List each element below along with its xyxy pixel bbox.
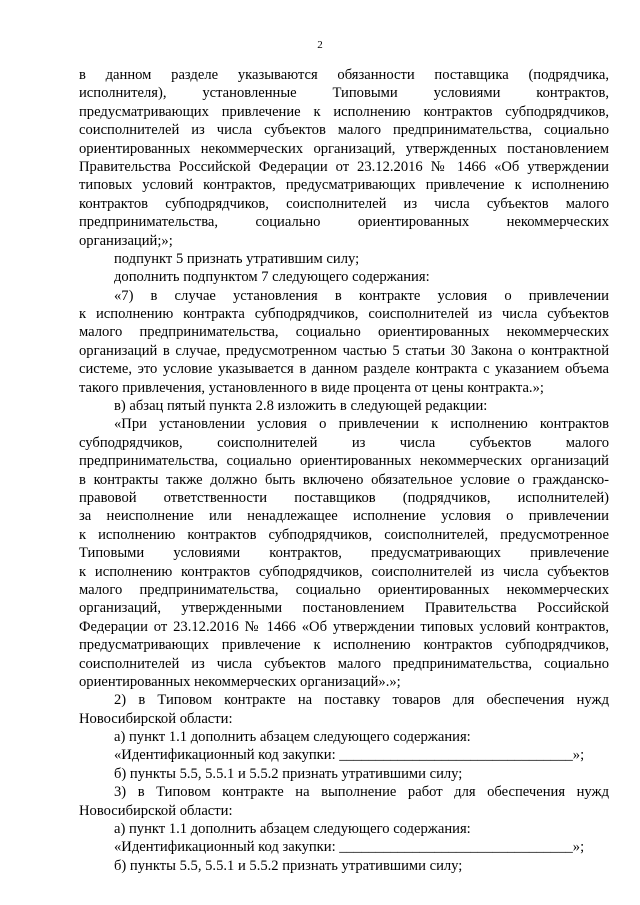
text-line: Типовыми условиями контрактов, предусматривающих привлечение	[79, 545, 609, 562]
text-line: предпринимательства, социально ориентированных некоммерческих	[79, 214, 609, 231]
text-line: «Идентификационный код закупки: ________________________________»;	[114, 747, 585, 764]
text-line: к исполнению контрактов субподрядчиков, соисполнителей из числа субъектов	[79, 563, 609, 580]
text-line: ориентированных некоммерческих организаций».»;	[79, 673, 401, 690]
text-line: организаций в случае, предусмотренном частью 5 статьи 30 Закона о контрактной	[79, 342, 609, 359]
text-line: «Идентификационный код закупки: ________________________________»;	[114, 839, 585, 856]
text-line: 2) в Типовом контракте на поставку товаров для обеспечения нужд	[114, 692, 609, 709]
text-line: в данном разделе указываются обязанности поставщика (подрядчика,	[79, 67, 609, 83]
text-line: типовых условий контрактов, предусматривающих привлечение к исполнению	[79, 177, 609, 194]
text-line: а) пункт 1.1 дополнить абзацем следующего содержания:	[114, 729, 471, 746]
text-line: б) пункты 5.5, 5.5.1 и 5.5.2 признать утратившими силу;	[114, 765, 463, 782]
text-line: соисполнителей из числа субъектов малого предпринимательства, социально	[79, 655, 609, 672]
text-line: Правительства Российской Федерации от 23.12.2016 № 1466 «Об утверждении	[79, 158, 609, 175]
text-line: предпринимательства, социально ориентированных некоммерческих организаций	[79, 453, 609, 470]
text-line: такого привлечения, установленного в виде процента от цены контракта.»;	[79, 379, 544, 396]
text-line: к исполнению контрактов субподрядчиков, соисполнителей, предусмотренное	[79, 526, 609, 543]
text-line: организаций, утвержденными постановлением Правительства Российской	[79, 600, 609, 617]
text-line: 3) в Типовом контракте на выполнение работ для обеспечения нужд	[114, 784, 609, 801]
text-line: Новосибирской области:	[79, 710, 233, 727]
text-line: контрактов субподрядчиков, соисполнителей из числа субъектов малого	[79, 195, 609, 212]
page-number: 2	[317, 39, 323, 51]
text-line: системе, это условие указывается в данном разделе контракта с указанием объема	[79, 361, 609, 378]
text-line: б) пункты 5.5, 5.5.1 и 5.5.2 признать утратившими силу;	[114, 857, 463, 874]
text-line: ориентированных некоммерческих организаций, утвержденных постановлением	[79, 140, 609, 157]
text-line: малого предпринимательства, социально ориентированных некоммерческих	[79, 324, 609, 341]
text-line: малого предпринимательства, социально ориентированных некоммерческих	[79, 581, 609, 598]
text-line: Федерации от 23.12.2016 № 1466 «Об утверждении типовых условий контрактов,	[79, 618, 609, 635]
text-line: «7) в случае установления в контракте условия о привлечении	[114, 287, 609, 304]
text-line: предусматривающих привлечение к исполнению контрактов субподрядчиков,	[79, 637, 609, 654]
text-line: а) пункт 1.1 дополнить абзацем следующего содержания:	[114, 821, 471, 838]
text-line: организаций;»;	[79, 232, 173, 249]
text-line: за неисполнение или ненадлежащее исполнение условия о привлечении	[79, 508, 609, 525]
text-line: Новосибирской области:	[79, 802, 233, 819]
text-line: дополнить подпунктом 7 следующего содержания:	[114, 269, 430, 286]
document-body	[79, 66, 609, 875]
text-line: исполнителя), установленные Типовыми условиями контрактов,	[79, 85, 609, 102]
text-line: предусматривающих привлечение к исполнению контрактов субподрядчиков,	[79, 103, 609, 120]
text-line: в) абзац пятый пункта 2.8 изложить в следующей редакции:	[114, 398, 488, 415]
text-line: к исполнению контракта субподрядчиков, соисполнителей из числа субъектов	[79, 306, 609, 323]
text-line: соисполнителей из числа субъектов малого предпринимательства, социально	[79, 122, 609, 139]
text-line: подпункт 5 признать утратившим силу;	[114, 250, 360, 267]
text-line: правовой ответственности поставщиков (подрядчиков, исполнителей)	[79, 489, 609, 506]
text-line: в контракты также должно быть включено обязательное условие о гражданско-	[79, 471, 609, 488]
text-line: «При установлении условия о привлечении к исполнению контрактов	[114, 416, 609, 433]
text-line: субподрядчиков, соисполнителей из числа субъектов малого	[79, 434, 609, 451]
